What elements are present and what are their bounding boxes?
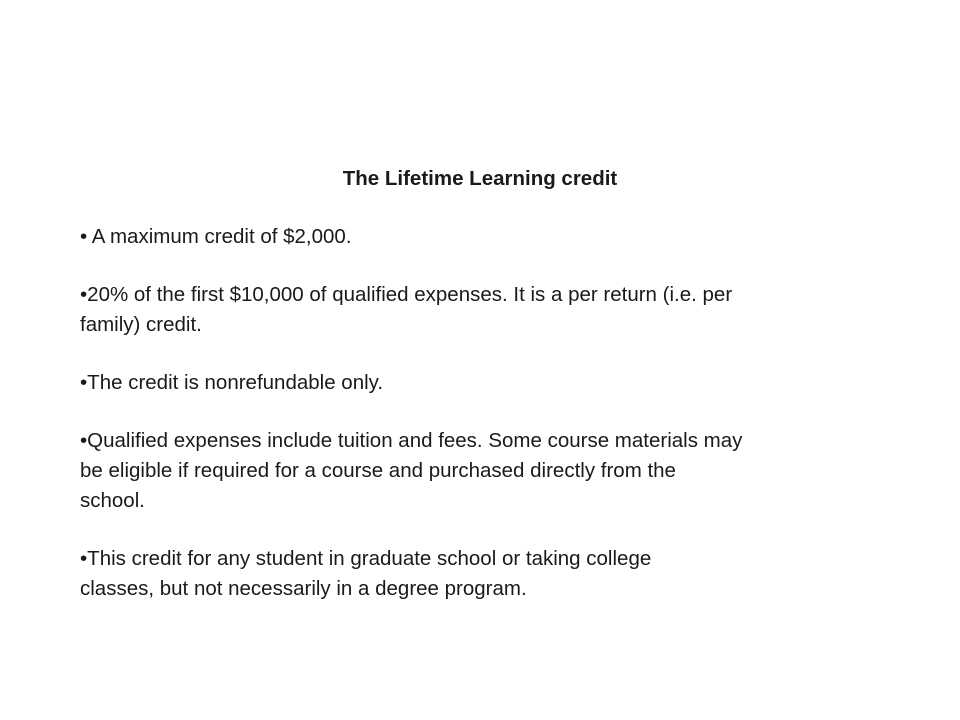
bullet-eligible-expenses: •Qualified expenses include tuition and fees. Some course materials may be eligible if required for a course and purchased directly from the school. xyxy=(80,429,743,512)
bullet-maximum-credit: • A maximum credit of $2,000. xyxy=(80,225,352,248)
slide-title: The Lifetime Learning credit xyxy=(342,167,618,190)
bullet-nonrefundable: •The credit is nonrefundable only. xyxy=(80,371,384,394)
bullet-qualified-expenses-percent: •20% of the first $10,000 of qualified expenses. It is a per return (i.e. per family) credit. xyxy=(80,283,733,336)
bullet-eligible-students: •This credit for any student in graduate school or taking college classes, but not necessarily in a degree program. xyxy=(80,547,652,600)
slide-content xyxy=(80,164,880,604)
